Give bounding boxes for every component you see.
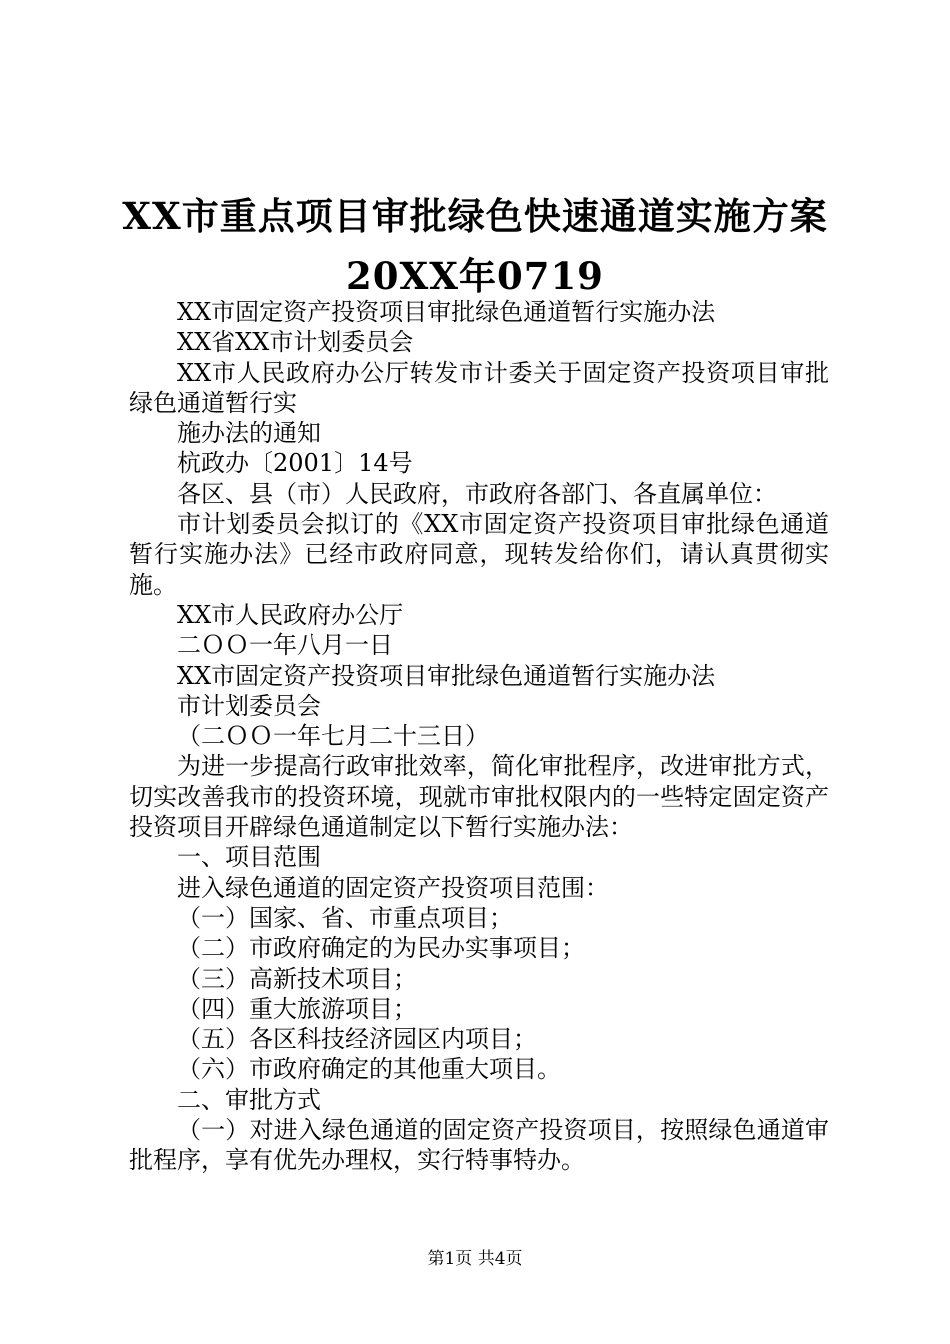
section-heading: 一、项目范围 <box>177 843 321 872</box>
paragraph: XX市人民政府办公厅转发市计委关于固定资产投资项目审批绿色通道暂行实 <box>129 358 829 417</box>
list-item: （四）重大旅游项目； <box>177 994 417 1023</box>
list-item: （三）高新技术项目； <box>177 964 417 993</box>
list-item: （六）市政府确定的其他重大项目。 <box>177 1055 561 1084</box>
paragraph: XX省XX市计划委员会 <box>177 328 414 357</box>
document-title-date: 20XX年0719 <box>346 254 604 298</box>
paragraph: 为进一步提高行政审批效率，简化审批程序，改进审批方式，切实改善我市的投资环境，现就市审批权限内的一些特定固定资产投资项目开辟绿色通道制定以下暂行实施办法： <box>129 752 829 842</box>
document-body <box>129 297 829 1176</box>
section-heading: 二、审批方式 <box>177 1085 321 1114</box>
page-footer: 第1页 共4页 <box>427 1249 523 1269</box>
list-item: （一）国家、省、市重点项目； <box>177 903 513 932</box>
document-title: XX市重点项目审批绿色快速通道实施方案 <box>122 194 828 238</box>
paragraph: 各区、县（市）人民政府，市政府各部门、各直属单位： <box>177 479 777 508</box>
paragraph: （一）对进入绿色通道的固定资产投资项目，按照绿色通道审批程序，享有优先办理权，实行特事特办。 <box>129 1116 829 1175</box>
paragraph: 杭政办〔2001〕14号 <box>177 449 413 478</box>
paragraph: 市计划委员会拟订的《XX市固定资产投资项目审批绿色通道暂行实施办法》已经市政府同意，现转发给你们，请认真贯彻实施。 <box>129 510 829 599</box>
list-item: （二）市政府确定的为民办实事项目； <box>177 934 585 963</box>
list-item: （五）各区科技经济园区内项目； <box>177 1025 537 1054</box>
paragraph: XX市固定资产投资项目审批绿色通道暂行实施办法 <box>177 661 716 690</box>
paragraph: 进入绿色通道的固定资产投资项目范围： <box>177 873 609 902</box>
paragraph: 市计划委员会 <box>177 691 321 720</box>
paragraph: XX市人民政府办公厅 <box>177 600 404 629</box>
paragraph: 二ＯＯ一年八月一日 <box>177 631 393 660</box>
paragraph: （二ＯＯ一年七月二十三日） <box>177 722 489 751</box>
paragraph: 施办法的通知 <box>177 419 321 448</box>
paragraph: XX市固定资产投资项目审批绿色通道暂行实施办法 <box>177 298 716 326</box>
